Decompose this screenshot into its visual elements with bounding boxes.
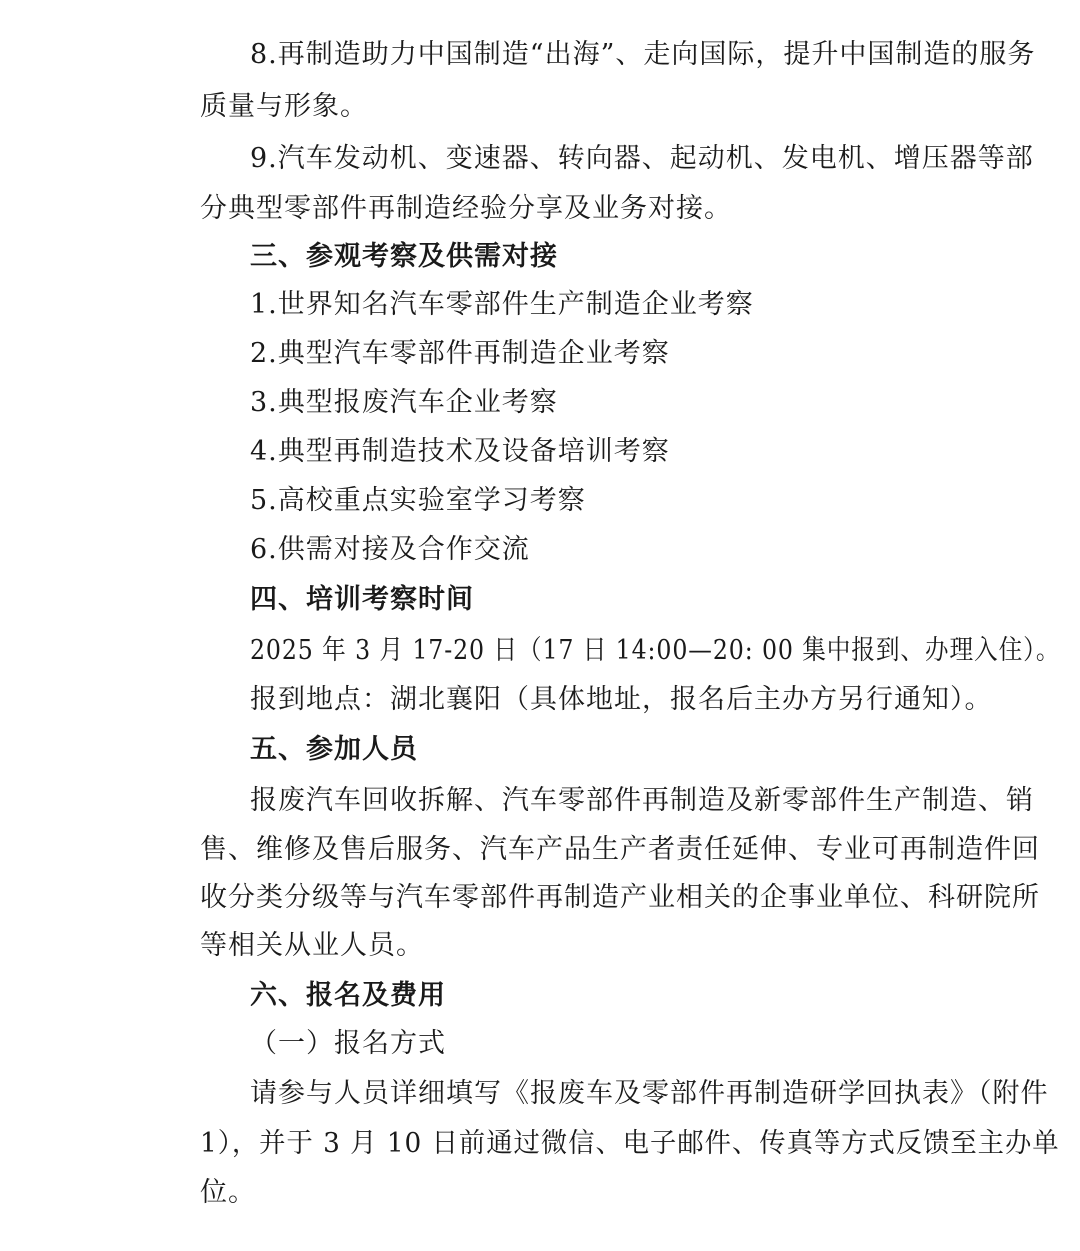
list-item-3-1: 1.世界知名汽车零部件生产制造企业考察 [250,289,754,320]
registration-line-1: 请参与人员详细填写《报废车及零部件再制造研学回执表》（附件 [250,1078,1049,1109]
list-item-3-5: 5.高校重点实验室学习考察 [250,485,586,516]
list-item-3-3: 3.典型报废汽车企业考察 [250,387,558,418]
section-heading-6: 六、报名及费用 [250,980,446,1011]
participants-line-1: 报废汽车回收拆解、汽车零部件再制造及新零部件生产制造、销 [250,785,1034,816]
participants-line-4: 等相关从业人员。 [200,930,424,961]
list-item-3-4: 4.典型再制造技术及设备培训考察 [250,436,670,467]
registration-line-3: 位。 [200,1177,256,1208]
schedule-text: 2025 年 3 月 17-20 日（17 日 14:00—20: 00 集中报到、办理入住）。 [250,635,1061,666]
section-heading-5: 五、参加人员 [250,734,418,765]
location-text: 报到地点：湖北襄阳（具体地址，报名后主办方另行通知）。 [250,684,993,715]
registration-line-2: 1），并于 3 月 10 日前通过微信、电子邮件、传真等方式反馈至主办单 [200,1128,1060,1159]
subsection-heading-registration: （一）报名方式 [250,1028,446,1059]
participants-line-3: 收分类分级等与汽车零部件再制造产业相关的企事业单位、科研院所 [200,882,1040,913]
section-heading-3: 三、参观考察及供需对接 [250,241,558,272]
list-item-3-2: 2.典型汽车零部件再制造企业考察 [250,338,670,369]
paragraph-item-8-line-2: 质量与形象。 [200,91,368,122]
paragraph-item-8-line-1: 8.再制造助力中国制造“出海”、走向国际，提升中国制造的服务 [250,39,1036,70]
paragraph-item-9-line-1: 9.汽车发动机、变速器、转向器、起动机、发电机、增压器等部 [250,143,1034,174]
section-heading-4: 四、培训考察时间 [250,584,474,615]
list-item-3-6: 6.供需对接及合作交流 [250,534,530,565]
paragraph-item-9-line-2: 分典型零部件再制造经验分享及业务对接。 [200,193,732,224]
participants-line-2: 售、维修及售后服务、汽车产品生产者责任延伸、专业可再制造件回 [200,834,1040,865]
